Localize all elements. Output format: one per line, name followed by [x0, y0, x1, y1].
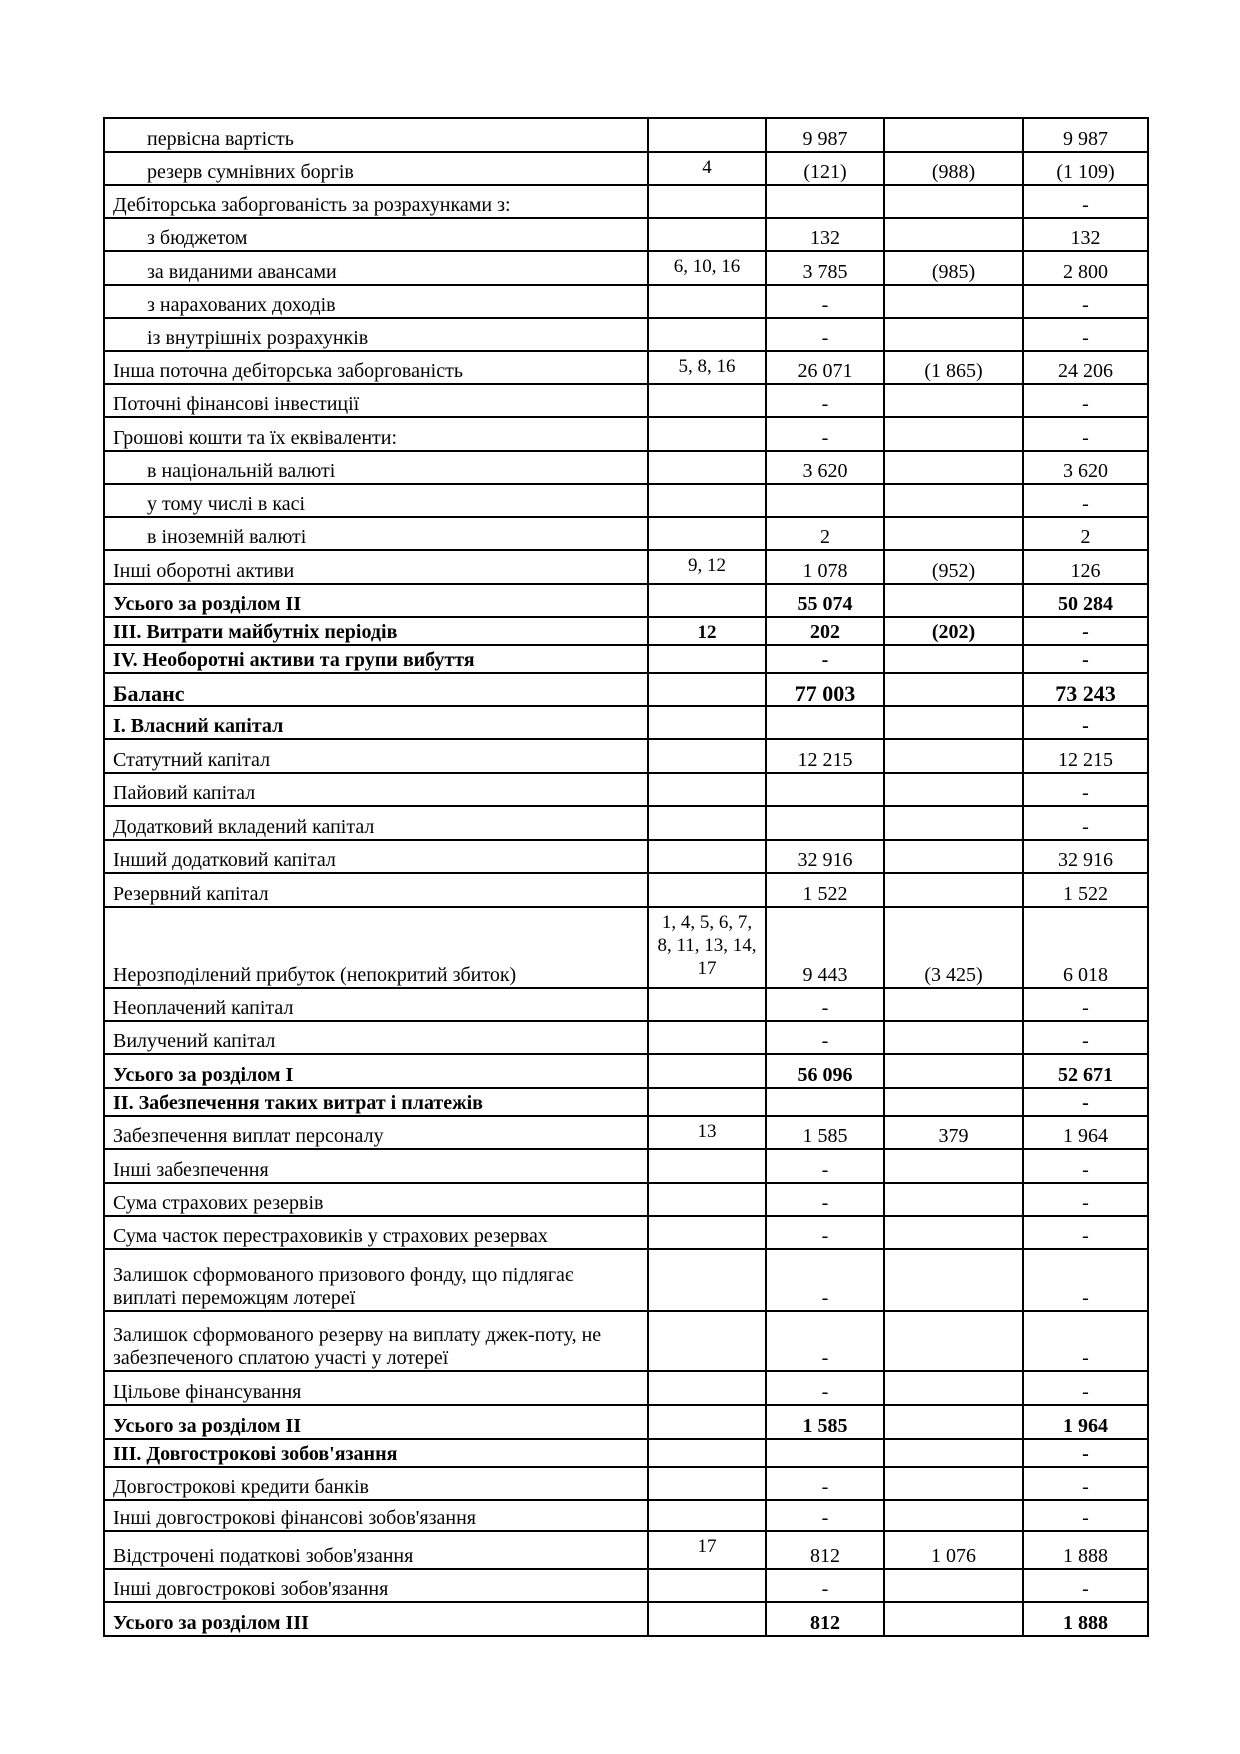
note-reference — [648, 285, 766, 318]
adjustment-amount: (202) — [884, 617, 1023, 645]
adjustment-amount — [884, 806, 1023, 840]
line-item-label: Цільове фінансування — [104, 1371, 648, 1405]
line-item-label: з нарахованих доходів — [104, 285, 648, 318]
amount-before: 9 443 — [766, 907, 884, 988]
amount-after: 9 987 — [1023, 118, 1148, 152]
amount-after: 126 — [1023, 550, 1148, 584]
line-item-label: Інші забезпечення — [104, 1149, 648, 1183]
amount-before: 1 078 — [766, 550, 884, 584]
amount-after: - — [1023, 1467, 1148, 1500]
table-row — [104, 1149, 1148, 1183]
amount-after: - — [1023, 1088, 1148, 1116]
line-item-label: І. Власний капітал — [104, 706, 648, 739]
adjustment-amount — [884, 1371, 1023, 1405]
amount-before: - — [766, 1149, 884, 1183]
amount-after: 1 964 — [1023, 1405, 1148, 1439]
adjustment-amount — [884, 185, 1023, 218]
adjustment-amount — [884, 773, 1023, 806]
line-item-label: Інші довгострокові фінансові зобов'язання — [104, 1500, 648, 1531]
amount-before — [766, 484, 884, 517]
line-item-label: Усього за розділом I — [104, 1054, 648, 1088]
amount-before — [766, 773, 884, 806]
note-reference — [648, 840, 766, 873]
line-item-label: Інші оборотні активи — [104, 550, 648, 584]
line-item-label: Залишок сформованого призового фонду, що підлягає виплаті переможцям лотереї — [104, 1249, 648, 1311]
amount-before: 1 522 — [766, 873, 884, 907]
table-row — [104, 773, 1148, 806]
amount-before: (121) — [766, 152, 884, 185]
table-row — [104, 1467, 1148, 1500]
amount-before: 1 585 — [766, 1116, 884, 1149]
note-reference — [648, 1021, 766, 1054]
adjustment-amount — [884, 873, 1023, 907]
table-row — [104, 484, 1148, 517]
adjustment-amount — [884, 1183, 1023, 1216]
note-reference: 5, 8, 16 — [648, 351, 766, 384]
line-item-label: в національній валюті — [104, 451, 648, 484]
line-item-label: Поточні фінансові інвестиції — [104, 384, 648, 417]
note-reference — [648, 1439, 766, 1467]
note-reference — [648, 451, 766, 484]
table-row — [104, 1569, 1148, 1602]
amount-after: - — [1023, 1216, 1148, 1249]
line-item-label: Неоплачений капітал — [104, 988, 648, 1021]
amount-before: - — [766, 1569, 884, 1602]
amount-after: - — [1023, 645, 1148, 673]
adjustment-amount — [884, 517, 1023, 550]
note-reference — [648, 517, 766, 550]
table-row — [104, 1531, 1148, 1569]
adjustment-amount — [884, 584, 1023, 617]
adjustment-amount — [884, 1249, 1023, 1311]
adjustment-amount: (985) — [884, 251, 1023, 285]
line-item-label: Усього за розділом III — [104, 1602, 648, 1636]
amount-before: 3 620 — [766, 451, 884, 484]
note-reference — [648, 988, 766, 1021]
table-row — [104, 1500, 1148, 1531]
table-row — [104, 1311, 1148, 1371]
amount-before: - — [766, 1311, 884, 1371]
amount-before: - — [766, 285, 884, 318]
table-row — [104, 1405, 1148, 1439]
line-item-label: ІІ. Забезпечення таких витрат і платежів — [104, 1088, 648, 1116]
line-item-label: Усього за розділом II — [104, 584, 648, 617]
amount-after: 24 206 — [1023, 351, 1148, 384]
table-row — [104, 645, 1148, 673]
note-reference — [648, 118, 766, 152]
note-reference — [648, 1467, 766, 1500]
note-reference — [648, 384, 766, 417]
adjustment-amount — [884, 1311, 1023, 1371]
amount-before: - — [766, 318, 884, 351]
amount-after: - — [1023, 773, 1148, 806]
line-item-label: Сума страхових резервів — [104, 1183, 648, 1216]
amount-after: - — [1023, 384, 1148, 417]
note-reference: 6, 10, 16 — [648, 251, 766, 285]
table-row — [104, 285, 1148, 318]
line-item-label: Резервний капітал — [104, 873, 648, 907]
line-item-label: з бюджетом — [104, 218, 648, 251]
amount-before: 77 003 — [766, 673, 884, 706]
amount-before: 812 — [766, 1602, 884, 1636]
note-reference — [648, 1311, 766, 1371]
balance-sheet-table — [103, 117, 1149, 1637]
amount-before: - — [766, 1021, 884, 1054]
table-row — [104, 706, 1148, 739]
adjustment-amount — [884, 645, 1023, 673]
amount-after: 12 215 — [1023, 739, 1148, 773]
line-item-label: Довгострокові кредити банків — [104, 1467, 648, 1500]
amount-after: - — [1023, 285, 1148, 318]
line-item-label: Інші довгострокові зобов'язання — [104, 1569, 648, 1602]
amount-before: - — [766, 417, 884, 451]
amount-before: - — [766, 384, 884, 417]
adjustment-amount — [884, 1405, 1023, 1439]
amount-before: 2 — [766, 517, 884, 550]
line-item-label: первісна вартість — [104, 118, 648, 152]
amount-before: 26 071 — [766, 351, 884, 384]
note-reference — [648, 1054, 766, 1088]
amount-after: 2 — [1023, 517, 1148, 550]
note-reference — [648, 645, 766, 673]
amount-after: - — [1023, 1439, 1148, 1467]
table-row — [104, 152, 1148, 185]
table-row — [104, 1371, 1148, 1405]
table-row — [104, 351, 1148, 384]
adjustment-amount — [884, 1088, 1023, 1116]
amount-after: - — [1023, 988, 1148, 1021]
amount-after: - — [1023, 1500, 1148, 1531]
line-item-label: Залишок сформованого резерву на виплату джек-поту, не забезпеченого сплатою участі у лотереї — [104, 1311, 648, 1371]
table-row — [104, 739, 1148, 773]
amount-after: - — [1023, 1371, 1148, 1405]
amount-before: - — [766, 1183, 884, 1216]
table-row — [104, 318, 1148, 351]
amount-after: 132 — [1023, 218, 1148, 251]
amount-after: - — [1023, 1021, 1148, 1054]
amount-before: 32 916 — [766, 840, 884, 873]
adjustment-amount — [884, 484, 1023, 517]
note-reference — [648, 1149, 766, 1183]
amount-after: 2 800 — [1023, 251, 1148, 285]
line-item-label: у тому числі в касі — [104, 484, 648, 517]
line-item-label: за виданими авансами — [104, 251, 648, 285]
line-item-label: Статутний капітал — [104, 739, 648, 773]
table-row — [104, 1054, 1148, 1088]
table-row — [104, 451, 1148, 484]
note-reference: 12 — [648, 617, 766, 645]
amount-before: 56 096 — [766, 1054, 884, 1088]
line-item-label: Забезпечення виплат персоналу — [104, 1116, 648, 1149]
note-reference — [648, 1405, 766, 1439]
table-row — [104, 251, 1148, 285]
table-row — [104, 185, 1148, 218]
amount-after: - — [1023, 484, 1148, 517]
amount-after: 1 522 — [1023, 873, 1148, 907]
amount-before: - — [766, 1467, 884, 1500]
amount-before: 1 585 — [766, 1405, 884, 1439]
amount-before: 12 215 — [766, 739, 884, 773]
table-row — [104, 384, 1148, 417]
adjustment-amount: 1 076 — [884, 1531, 1023, 1569]
table-row — [104, 907, 1148, 988]
amount-after: 1 964 — [1023, 1116, 1148, 1149]
table-row — [104, 988, 1148, 1021]
adjustment-amount — [884, 1467, 1023, 1500]
adjustment-amount: (952) — [884, 550, 1023, 584]
note-reference — [648, 739, 766, 773]
table-row — [104, 873, 1148, 907]
note-reference — [648, 1500, 766, 1531]
amount-before: 202 — [766, 617, 884, 645]
table-row — [104, 1602, 1148, 1636]
note-reference — [648, 773, 766, 806]
table-row — [104, 1216, 1148, 1249]
line-item-label: в іноземній валюті — [104, 517, 648, 550]
amount-before: 9 987 — [766, 118, 884, 152]
note-reference — [648, 1249, 766, 1311]
amount-before — [766, 185, 884, 218]
note-reference — [648, 1216, 766, 1249]
note-reference — [648, 1569, 766, 1602]
note-reference — [648, 1088, 766, 1116]
note-reference: 9, 12 — [648, 550, 766, 584]
table-row — [104, 1439, 1148, 1467]
adjustment-amount — [884, 840, 1023, 873]
amount-after: - — [1023, 617, 1148, 645]
line-item-label: Усього за розділом ІІ — [104, 1405, 648, 1439]
amount-after: - — [1023, 1249, 1148, 1311]
adjustment-amount — [884, 1054, 1023, 1088]
note-reference — [648, 873, 766, 907]
amount-after: (1 109) — [1023, 152, 1148, 185]
table-row — [104, 806, 1148, 840]
line-item-label: Грошові кошти та їх еквіваленти: — [104, 417, 648, 451]
amount-after: 1 888 — [1023, 1602, 1148, 1636]
table-row — [104, 417, 1148, 451]
line-item-label: III. Витрати майбутніх періодів — [104, 617, 648, 645]
note-reference — [648, 484, 766, 517]
line-item-label: Нерозподілений прибуток (непокритий збиток) — [104, 907, 648, 988]
amount-before — [766, 806, 884, 840]
table-row — [104, 550, 1148, 584]
amount-before — [766, 706, 884, 739]
adjustment-amount — [884, 1500, 1023, 1531]
amount-before: 3 785 — [766, 251, 884, 285]
note-reference — [648, 1602, 766, 1636]
note-reference: 13 — [648, 1116, 766, 1149]
note-reference — [648, 1183, 766, 1216]
amount-after: 50 284 — [1023, 584, 1148, 617]
note-reference — [648, 218, 766, 251]
note-reference — [648, 706, 766, 739]
amount-after: - — [1023, 806, 1148, 840]
amount-after: 73 243 — [1023, 673, 1148, 706]
note-reference: 4 — [648, 152, 766, 185]
note-reference — [648, 584, 766, 617]
line-item-label: III. Довгострокові зобов'язання — [104, 1439, 648, 1467]
line-item-label: Пайовий капітал — [104, 773, 648, 806]
amount-before: - — [766, 988, 884, 1021]
amount-after: - — [1023, 1311, 1148, 1371]
table-row — [104, 1088, 1148, 1116]
table-row — [104, 840, 1148, 873]
amount-after: 3 620 — [1023, 451, 1148, 484]
amount-before: - — [766, 1500, 884, 1531]
adjustment-amount — [884, 739, 1023, 773]
amount-before: - — [766, 645, 884, 673]
adjustment-amount — [884, 988, 1023, 1021]
line-item-label: Дебіторська заборгованість за розрахунками з: — [104, 185, 648, 218]
adjustment-amount — [884, 417, 1023, 451]
note-reference — [648, 318, 766, 351]
adjustment-amount — [884, 1216, 1023, 1249]
table-row — [104, 218, 1148, 251]
line-item-label: Сума часток перестраховиків у страхових резервах — [104, 1216, 648, 1249]
line-item-label: IV. Необоротні активи та групи вибуття — [104, 645, 648, 673]
adjustment-amount — [884, 218, 1023, 251]
note-reference — [648, 1371, 766, 1405]
table-row — [104, 118, 1148, 152]
amount-after: - — [1023, 1149, 1148, 1183]
amount-after: - — [1023, 318, 1148, 351]
line-item-label: Інша поточна дебіторська заборгованість — [104, 351, 648, 384]
table-row — [104, 1021, 1148, 1054]
adjustment-amount — [884, 451, 1023, 484]
amount-after: - — [1023, 1569, 1148, 1602]
amount-before: - — [766, 1216, 884, 1249]
adjustment-amount — [884, 118, 1023, 152]
adjustment-amount: 379 — [884, 1116, 1023, 1149]
amount-after: 1 888 — [1023, 1531, 1148, 1569]
amount-before: 132 — [766, 218, 884, 251]
adjustment-amount — [884, 1021, 1023, 1054]
amount-before — [766, 1439, 884, 1467]
amount-before: - — [766, 1371, 884, 1405]
adjustment-amount — [884, 384, 1023, 417]
table-row — [104, 1183, 1148, 1216]
amount-after: 32 916 — [1023, 840, 1148, 873]
adjustment-amount — [884, 285, 1023, 318]
amount-after: - — [1023, 185, 1148, 218]
adjustment-amount: (988) — [884, 152, 1023, 185]
line-item-label: Додатковий вкладений капітал — [104, 806, 648, 840]
line-item-label: Вилучений капітал — [104, 1021, 648, 1054]
line-item-label: резерв сумнівних боргів — [104, 152, 648, 185]
adjustment-amount — [884, 1602, 1023, 1636]
table-row — [104, 517, 1148, 550]
table-row — [104, 1116, 1148, 1149]
amount-before: - — [766, 1249, 884, 1311]
amount-after: - — [1023, 706, 1148, 739]
note-reference — [648, 806, 766, 840]
table-row — [104, 584, 1148, 617]
adjustment-amount — [884, 1569, 1023, 1602]
note-reference — [648, 417, 766, 451]
adjustment-amount — [884, 706, 1023, 739]
adjustment-amount: (3 425) — [884, 907, 1023, 988]
adjustment-amount — [884, 673, 1023, 706]
line-item-label: Відстрочені податкові зобов'язання — [104, 1531, 648, 1569]
table-row — [104, 1249, 1148, 1311]
line-item-label: із внутрішніх розрахунків — [104, 318, 648, 351]
note-reference: 1, 4, 5, 6, 7, 8, 11, 13, 14, 17 — [648, 907, 766, 988]
note-reference — [648, 185, 766, 218]
line-item-label: Баланс — [104, 673, 648, 706]
amount-before: 812 — [766, 1531, 884, 1569]
note-reference — [648, 673, 766, 706]
table-row — [104, 673, 1148, 706]
table-row — [104, 617, 1148, 645]
amount-after: 52 671 — [1023, 1054, 1148, 1088]
amount-before — [766, 1088, 884, 1116]
note-reference: 17 — [648, 1531, 766, 1569]
adjustment-amount: (1 865) — [884, 351, 1023, 384]
line-item-label: Інший додатковий капітал — [104, 840, 648, 873]
adjustment-amount — [884, 1149, 1023, 1183]
amount-after: - — [1023, 1183, 1148, 1216]
amount-before: 55 074 — [766, 584, 884, 617]
amount-after: - — [1023, 417, 1148, 451]
balance-sheet-body — [104, 118, 1148, 1636]
adjustment-amount — [884, 1439, 1023, 1467]
adjustment-amount — [884, 318, 1023, 351]
amount-after: 6 018 — [1023, 907, 1148, 988]
